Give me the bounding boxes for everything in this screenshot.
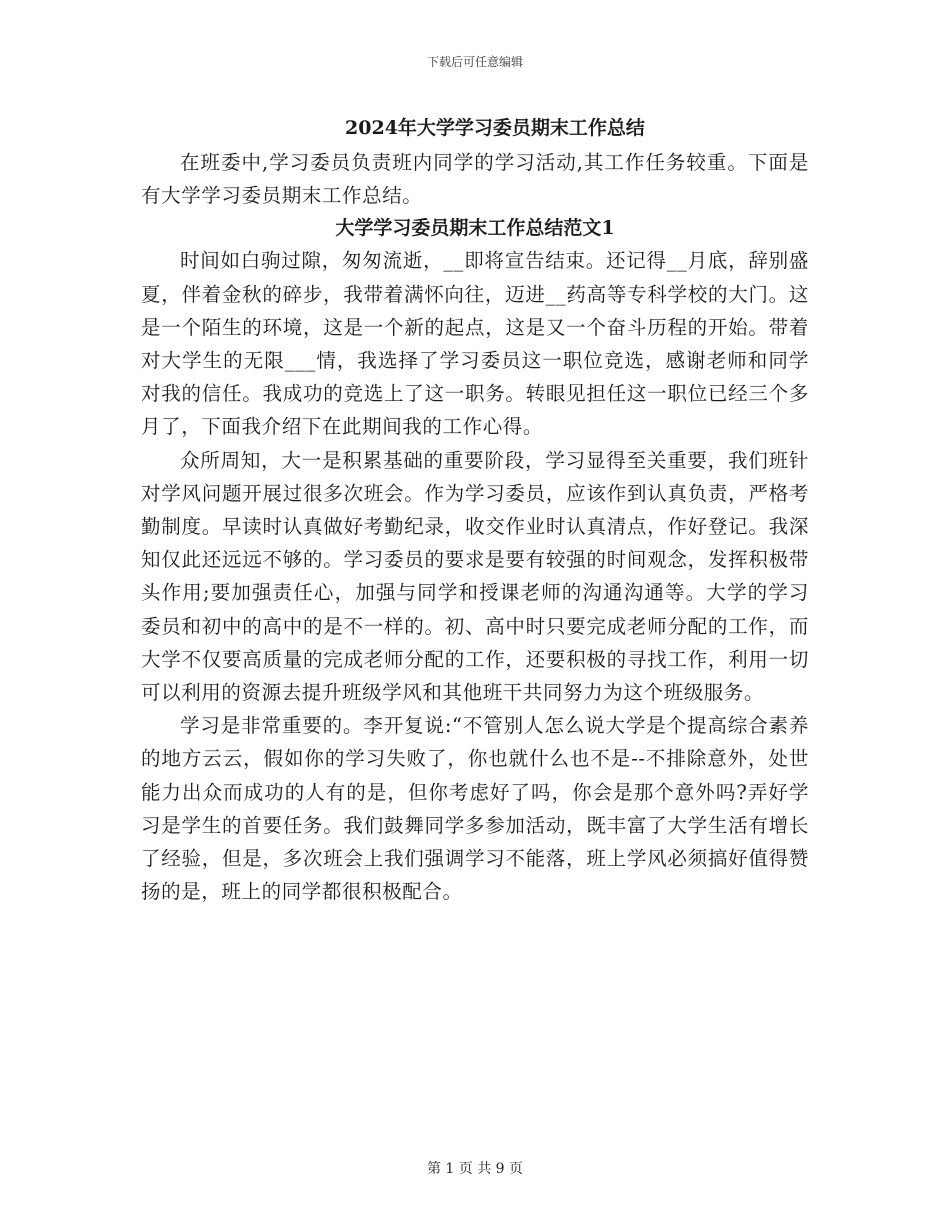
paragraph-1: 时间如白驹过隙，匆匆流逝，__即将宣告结束。还记得__月底，辞别盛夏，伴着金秋的碎步，我带着满怀向往，迈进__药高等专科学校的大门。这是一个陌生的环境，这是一个新的起点，这是又一个奋斗历程的开始。带着对大学生的无限___情，我选择了学习委员这一职位竞选，感谢老师和同学对我的信任。我成功的竞选上了这一职务。转眼见担任这一职位已经三个多月了，下面我介绍下在此期间我的工作心得。 — [141, 249, 809, 439]
page-footer: 第 1 页 共 9 页 — [426, 1161, 524, 1177]
section-title: 大学学习委员期末工作总结范文1 — [335, 217, 615, 240]
intro-paragraph: 在班委中,学习委员负责班内同学的学习活动,其工作任务较重。下面是有大学学习委员期末工作总结。 — [141, 151, 809, 208]
paragraph-3: 学习是非常重要的。李开复说:“不管别人怎么说大学是个提高综合素养的地方云云，假如你的学习失败了，你也就什么也不是--不排除意外，处世能力出众而成功的人有的是，但你考虑好了吗，你会是那个意外吗?弄好学习是学生的首要任务。我们鼓舞同学多参加活动，既丰富了大学生活有增长了经验，但是，多次班会上我们强调学习不能落，班上学风必须搞好值得赞扬的是，班上的同学都很积极配合。 — [141, 714, 809, 904]
document-title: 2024年大学学习委员期末工作总结 — [345, 117, 645, 139]
document-body — [141, 112, 809, 908]
paragraph-2: 众所周知，大一是积累基础的重要阶段，学习显得至关重要，我们班针对学风问题开展过很多次班会。作为学习委员，应该作到认真负责，严格考勤制度。早读时认真做好考勤纪录，收交作业时认真清点，作好登记。我深知仅此还远远不够的。学习委员的要求是要有较强的时间观念，发挥积极带头作用;要加强责任心，加强与同学和授课老师的沟通沟通等。大学的学习委员和初中的高中的是不一样的。初、高中时只要完成老师分配的工作，而大学不仅要高质量的完成老师分配的工作，还要积极的寻找工作，利用一切可以利用的资源去提升班级学风和其他班干共同努力为这个班级服务。 — [141, 448, 809, 705]
header-note: 下载后可任意编辑 — [426, 55, 523, 69]
